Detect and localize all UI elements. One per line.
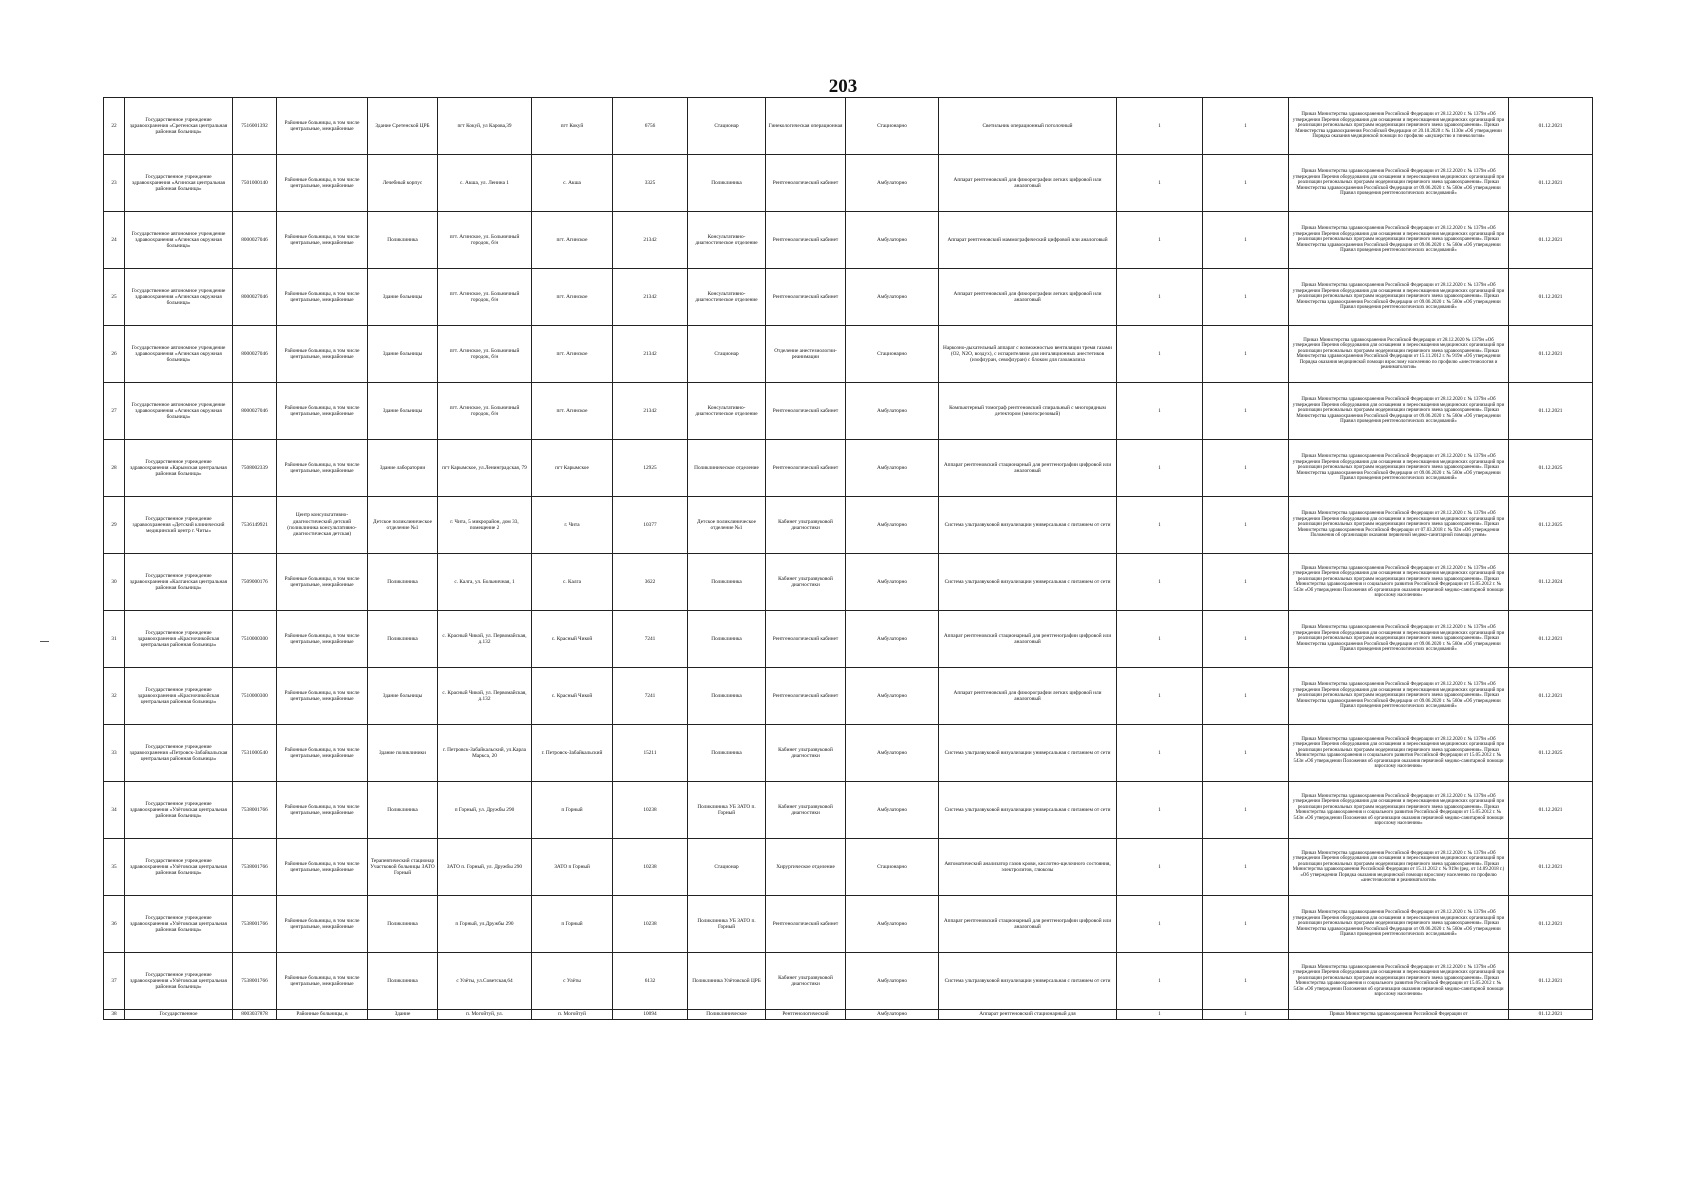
locality: пгт Кокуй	[532, 98, 613, 155]
organization-type: Районные больницы, в том числе центральные, межрайонные	[277, 782, 368, 839]
locality: пгт Карымское	[532, 440, 613, 497]
address: г. Петровск-Забайкальский, ул.Карла Маркса, 20	[438, 725, 532, 782]
building-name: Поликлиника	[368, 782, 438, 839]
quantity-delivered: 1	[1203, 611, 1289, 668]
population: 3325	[613, 155, 688, 212]
equipment-name: Компьютерный томограф рентгеновский спиральный с многорядным детектором (многосрезовый)	[939, 383, 1117, 440]
quantity-delivered: 1	[1203, 212, 1289, 269]
organization-type: Районные больницы, в том числе центральные, межрайонные	[277, 383, 368, 440]
locality: пгт. Агинское	[532, 383, 613, 440]
table-row	[104, 212, 1593, 269]
care-condition: Амбулаторно	[846, 1010, 939, 1020]
inn-code: 8000027046	[233, 383, 277, 440]
row-number: 23	[104, 155, 125, 212]
organization-type: Районные больницы, в том числе центральные, межрайонные	[277, 554, 368, 611]
legal-basis: Приказ Министерства здравоохранения Российской Федерации от 28.12.2020 г. № 1379н «Об утверждении Перечня оборудования для оснащения и переоснащения медицинских организаций при реализации региональных программ модернизации первичного звена здравоохранения». Приказ Министерства здравоохранения Российской Федерации от 20.10.2020 г. № 1130н «Об утверждении Порядка оказания медицинской помощи по профилю «акушерство и гинекология»	[1289, 98, 1509, 155]
date: 01.12.2021	[1509, 782, 1593, 839]
legal-basis: Приказ Министерства здравоохранения Российской Федерации от 28.12.2020 г. № 1379н «Об утверждении Перечня оборудования для оснащения и переоснащения медицинских организаций при реализации региональных программ модернизации первичного звена здравоохранения». Приказ Министерства здравоохранения Российской Федерации от 09.06.2020 г. № 560н «Об утверждении Правил проведения рентгенологических исследований»	[1289, 896, 1509, 953]
structural-unit: Стационар	[688, 326, 766, 383]
inn-code: 8000027046	[233, 212, 277, 269]
organization-type: Районные больницы, в том числе центральные, межрайонные	[277, 896, 368, 953]
structural-unit: Поликлиника	[688, 155, 766, 212]
address: пгт. Агинское, ул. Больничный городок, б/н	[438, 383, 532, 440]
organization-name: Государственное учреждение здравоохранения «Калганская центральная районная больница»	[125, 554, 233, 611]
care-condition: Амбулаторно	[846, 782, 939, 839]
locality: с. Акша	[532, 155, 613, 212]
building-name: Терапевтический стационар Участковой больницы ЗАТО Горный	[368, 839, 438, 896]
care-condition: Амбулаторно	[846, 155, 939, 212]
row-number: 25	[104, 269, 125, 326]
table-row	[104, 1010, 1593, 1020]
department: Рентгенологический кабинет	[766, 383, 846, 440]
building-name: Лечебный корпус	[368, 155, 438, 212]
population: 21342	[613, 212, 688, 269]
legal-basis: Приказ Министерства здравоохранения Российской Федерации от	[1289, 1010, 1509, 1020]
structural-unit: Поликлиника УБ ЗАТО п. Горный	[688, 782, 766, 839]
organization-name: Государственное учреждение здравоохранения «Красночикойская центральная районная больница»	[125, 611, 233, 668]
equipment-name: Аппарат рентгеновский для флюорографии легких цифровой или аналоговый	[939, 668, 1117, 725]
row-number: 27	[104, 383, 125, 440]
organization-name: Государственное учреждение здравоохранения «Улётовская центральная районная больница»	[125, 896, 233, 953]
legal-basis: Приказ Министерства здравоохранения Российской Федерации от 28.12.2020 г. № 1379н «Об утверждении Перечня оборудования для оснащения и переоснащения медицинских организаций при реализации региональных программ модернизации первичного звена здравоохранения». Приказ Министерства здравоохранения Российской Федерации от 07.03.2018 г. № 92н «Об утверждении Положения об организации оказания первичной медико-санитарной помощи детям»	[1289, 497, 1509, 554]
inn-code: 7510000300	[233, 668, 277, 725]
quantity-planned: 1	[1117, 1010, 1203, 1020]
date: 01.12.2021	[1509, 839, 1593, 896]
population: 12925	[613, 440, 688, 497]
department: Рентгенологический кабинет	[766, 269, 846, 326]
care-condition: Стационарно	[846, 98, 939, 155]
organization-type: Районные больницы, в том числе центральные, межрайонные	[277, 611, 368, 668]
building-name: Здание больницы	[368, 383, 438, 440]
locality: пгт. Агинское	[532, 269, 613, 326]
locality: п Горный	[532, 896, 613, 953]
care-condition: Амбулаторно	[846, 497, 939, 554]
table-row	[104, 440, 1593, 497]
population: 3622	[613, 554, 688, 611]
table-row	[104, 839, 1593, 896]
building-name: Поликлиника	[368, 611, 438, 668]
quantity-planned: 1	[1117, 98, 1203, 155]
locality: п. Могойтуй	[532, 1010, 613, 1020]
organization-name: Государственное учреждение здравоохранения «Улётовская центральная районная больница»	[125, 782, 233, 839]
legal-basis: Приказ Министерства здравоохранения Российской Федерации от 28.12.2020 № 1379н «Об утверждении Перечня оборудования для оснащения и переоснащения медицинских организаций при реализации региональных программ модернизации первичного звена здравоохранения». Приказ Министерства здравоохранения Российской Федерации от 15.11.2012 г. № 919н «Об утверждении Порядка оказания медицинской помощи взрослому населению по профилю «анестезиология и реаниматология»	[1289, 326, 1509, 383]
table-row	[104, 896, 1593, 953]
building-name: Здание больницы	[368, 326, 438, 383]
legal-basis: Приказ Министерства здравоохранения Российской Федерации от 28.12.2020 г. № 1379н «Об утверждении Перечня оборудования для оснащения и переоснащения медицинских организаций при реализации региональных программ модернизации первичного звена здравоохранения». Приказ Министерства здравоохранения Российской Федерации от 09.06.2020 г. № 560н «Об утверждении Правил проведения рентгенологических исследований»	[1289, 611, 1509, 668]
care-condition: Амбулаторно	[846, 383, 939, 440]
date: 01.12.2025	[1509, 440, 1593, 497]
table-row	[104, 554, 1593, 611]
organization-type: Районные больницы, в	[277, 1010, 368, 1020]
quantity-planned: 1	[1117, 497, 1203, 554]
locality: г. Петровск-Забайкальский	[532, 725, 613, 782]
date: 01.12.2021	[1509, 668, 1593, 725]
legal-basis: Приказ Министерства здравоохранения Российской Федерации от 28.12.2020 г. № 1379н «Об утверждении Перечня оборудования для оснащения и переоснащения медицинских организаций при реализации региональных программ модернизации первичного звена здравоохранения». Приказ Министерства здравоохранения Российской Федерации от 09.06.2020 г. № 560н «Об утверждении Правил проведения рентгенологических исследований»	[1289, 269, 1509, 326]
legal-basis: Приказ Министерства здравоохранения Российской Федерации от 28.12.2020 г. № 1379н «Об утверждении Перечня оборудования для оснащения и переоснащения медицинских организаций при реализации региональных программ модернизации первичного звена здравоохранения». Приказ Министерства здравоохранения Российской Федерации от 09.06.2020 г. № 560н «Об утверждении Правил проведения рентгенологических исследований»	[1289, 212, 1509, 269]
locality: с. Красный Чикой	[532, 611, 613, 668]
quantity-planned: 1	[1117, 782, 1203, 839]
quantity-planned: 1	[1117, 611, 1203, 668]
building-name: Здание Сретенской ЦРБ	[368, 98, 438, 155]
date: 01.12.2024	[1509, 554, 1593, 611]
quantity-delivered: 1	[1203, 725, 1289, 782]
quantity-planned: 1	[1117, 212, 1203, 269]
organization-name: Государственное автономное учреждение здравоохранения «Агинская окружная больница»	[125, 326, 233, 383]
population: 10238	[613, 782, 688, 839]
quantity-delivered: 1	[1203, 440, 1289, 497]
quantity-delivered: 1	[1203, 326, 1289, 383]
row-number: 36	[104, 896, 125, 953]
inn-code: 7538001766	[233, 896, 277, 953]
quantity-delivered: 1	[1203, 383, 1289, 440]
population: 10238	[613, 896, 688, 953]
structural-unit: Консультативно-диагностическое отделение	[688, 212, 766, 269]
inn-code: 7531000540	[233, 725, 277, 782]
structural-unit: Стационар	[688, 839, 766, 896]
organization-type: Районные больницы, в том числе центральные, межрайонные	[277, 440, 368, 497]
address: с Улёты, ул.Советская,64	[438, 953, 532, 1010]
care-condition: Амбулаторно	[846, 212, 939, 269]
table-row	[104, 725, 1593, 782]
table-row	[104, 155, 1593, 212]
organization-name: Государственное учреждение здравоохранения «Сретенская центральная районная больница»	[125, 98, 233, 155]
population: 21342	[613, 383, 688, 440]
locality: с. Калга	[532, 554, 613, 611]
margin-dash	[40, 641, 49, 642]
department: Рентгенологический кабинет	[766, 440, 846, 497]
building-name: Поликлиника	[368, 896, 438, 953]
department: Рентгенологический кабинет	[766, 155, 846, 212]
department: Кабинет ультразвуковой диагностики	[766, 782, 846, 839]
address: пгт Карымское, ул.Ленинградская, 79	[438, 440, 532, 497]
equipment-name: Система ультразвуковой визуализации универсальная с питанием от сети	[939, 953, 1117, 1010]
population: 21342	[613, 326, 688, 383]
address: п Горный, ул. Дружбы 290	[438, 782, 532, 839]
table-row	[104, 98, 1593, 155]
organization-type: Районные больницы, в том числе центральные, межрайонные	[277, 326, 368, 383]
equipment-name: Аппарат рентгеновский стационарный для рентгенографии цифровой или аналоговый	[939, 440, 1117, 497]
row-number: 26	[104, 326, 125, 383]
department: Хирургическое отделение	[766, 839, 846, 896]
organization-name: Государственное учреждение здравоохранения «Улётовская центральная районная больница»	[125, 839, 233, 896]
address: пгт. Агинское, ул. Больничный городок, б/н	[438, 212, 532, 269]
date: 01.12.2021	[1509, 212, 1593, 269]
quantity-planned: 1	[1117, 668, 1203, 725]
organization-name: Государственное учреждение здравоохранения «Карымская центральная районная больница»	[125, 440, 233, 497]
date: 01.12.2021	[1509, 155, 1593, 212]
date: 01.12.2021	[1509, 1010, 1593, 1020]
table-row	[104, 611, 1593, 668]
population: 7241	[613, 668, 688, 725]
organization-type: Районные больницы, в том числе центральные, межрайонные	[277, 953, 368, 1010]
care-condition: Амбулаторно	[846, 440, 939, 497]
table-row	[104, 326, 1593, 383]
date: 01.12.2021	[1509, 98, 1593, 155]
address: с. Калга, ул. Больничная, 1	[438, 554, 532, 611]
organization-name: Государственное	[125, 1010, 233, 1020]
care-condition: Стационарно	[846, 326, 939, 383]
quantity-planned: 1	[1117, 839, 1203, 896]
equipment-name: Аппарат рентгеновский маммографический цифровой или аналоговый	[939, 212, 1117, 269]
legal-basis: Приказ Министерства здравоохранения Российской Федерации от 28.12.2020 г. № 1379н «Об утверждении Перечня оборудования для оснащения и переоснащения медицинских организаций при реализации региональных программ модернизации первичного звена здравоохранения». Приказ Министерства здравоохранения Российской Федерации от 09.06.2020 г. № 560н «Об утверждении Правил проведения рентгенологических исследований»	[1289, 668, 1509, 725]
care-condition: Амбулаторно	[846, 725, 939, 782]
quantity-planned: 1	[1117, 896, 1203, 953]
department: Кабинет ультразвуковой диагностики	[766, 953, 846, 1010]
equipment-name: Автоматический анализатор газов крови, кислотно-щелочного состояния, электролитов, глюкозы	[939, 839, 1117, 896]
equipment-name: Аппарат рентгеновский стационарный для рентгенографии цифровой или аналоговый	[939, 611, 1117, 668]
quantity-delivered: 1	[1203, 782, 1289, 839]
date: 01.12.2021	[1509, 896, 1593, 953]
quantity-planned: 1	[1117, 554, 1203, 611]
quantity-delivered: 1	[1203, 98, 1289, 155]
department: Рентгенологический кабинет	[766, 611, 846, 668]
inn-code: 7501000140	[233, 155, 277, 212]
department: Рентгенологический кабинет	[766, 212, 846, 269]
date: 01.12.2021	[1509, 326, 1593, 383]
quantity-planned: 1	[1117, 383, 1203, 440]
structural-unit: Поликлиника	[688, 554, 766, 611]
table-row	[104, 383, 1593, 440]
equipment-name: Система ультразвуковой визуализации универсальная с питанием от сети	[939, 554, 1117, 611]
structural-unit: Поликлиническое	[688, 1010, 766, 1020]
population: 6756	[613, 98, 688, 155]
quantity-delivered: 1	[1203, 668, 1289, 725]
inn-code: 8003037878	[233, 1010, 277, 1020]
building-name: Здание	[368, 1010, 438, 1020]
department: Отделение анестезиологии-реанимации	[766, 326, 846, 383]
quantity-planned: 1	[1117, 953, 1203, 1010]
date: 01.12.2021	[1509, 269, 1593, 326]
inn-code: 7516001392	[233, 98, 277, 155]
structural-unit: Поликлиника	[688, 611, 766, 668]
population: 10238	[613, 839, 688, 896]
organization-type: Районные больницы, в том числе центральные, межрайонные	[277, 839, 368, 896]
organization-name: Государственное учреждение здравоохранения «Петровск-Забайкальская центральная районная больница»	[125, 725, 233, 782]
organization-name: Государственное автономное учреждение здравоохранения «Агинская окружная больница»	[125, 212, 233, 269]
care-condition: Стационарно	[846, 839, 939, 896]
inn-code: 7510000300	[233, 611, 277, 668]
row-number: 24	[104, 212, 125, 269]
care-condition: Амбулаторно	[846, 668, 939, 725]
row-number: 30	[104, 554, 125, 611]
equipment-name: Светильник операционный потолочный	[939, 98, 1117, 155]
structural-unit: Поликлиника	[688, 725, 766, 782]
population: 15211	[613, 725, 688, 782]
population: 10094	[613, 1010, 688, 1020]
population: 7241	[613, 611, 688, 668]
department: Рентгенологический кабинет	[766, 896, 846, 953]
address: п. Могойтуй, ул.	[438, 1010, 532, 1020]
quantity-delivered: 1	[1203, 896, 1289, 953]
structural-unit: Консультативно-диагностическое отделение	[688, 269, 766, 326]
structural-unit: Поликлиническое отделение	[688, 440, 766, 497]
equipment-name: Аппарат рентгеновский стационарный для рентгенографии цифровой или аналоговый	[939, 896, 1117, 953]
building-name: Поликлиника	[368, 953, 438, 1010]
care-condition: Амбулаторно	[846, 953, 939, 1010]
table-row	[104, 953, 1593, 1010]
inn-code: 8000027046	[233, 269, 277, 326]
locality: ЗАТО п Горный	[532, 839, 613, 896]
structural-unit: Поликлиника УБ ЗАТО п. Горный	[688, 896, 766, 953]
quantity-planned: 1	[1117, 725, 1203, 782]
department: Гинекологическая операционная	[766, 98, 846, 155]
building-name: Поликлиника	[368, 554, 438, 611]
department: Рентгенологический	[766, 1010, 846, 1020]
locality: с Улёты	[532, 953, 613, 1010]
quantity-delivered: 1	[1203, 155, 1289, 212]
population: 6132	[613, 953, 688, 1010]
organization-type: Районные больницы, в том числе центральные, межрайонные	[277, 155, 368, 212]
locality: г. Чита	[532, 497, 613, 554]
department: Кабинет ультразвуковой диагностики	[766, 497, 846, 554]
quantity-delivered: 1	[1203, 269, 1289, 326]
inn-code: 7538001766	[233, 782, 277, 839]
locality: пгт. Агинское	[532, 212, 613, 269]
address: с. Красный Чикой, ул. Первомайская, д.132	[438, 611, 532, 668]
organization-name: Государственное учреждение здравоохранения «Улётовская центральная районная больница»	[125, 953, 233, 1010]
row-number: 37	[104, 953, 125, 1010]
organization-name: Государственное автономное учреждение здравоохранения «Агинская окружная больница»	[125, 383, 233, 440]
row-number: 33	[104, 725, 125, 782]
department: Кабинет ультразвуковой диагностики	[766, 725, 846, 782]
department: Кабинет ультразвуковой диагностики	[766, 554, 846, 611]
date: 01.12.2021	[1509, 611, 1593, 668]
equipment-name: Аппарат рентгеновский стационарный для	[939, 1010, 1117, 1020]
legal-basis: Приказ Министерства здравоохранения Российской Федерации от 28.12.2020 г. № 1379н «Об утверждении Перечня оборудования для оснащения и переоснащения медицинских организаций при реализации региональных программ модернизации первичного звена здравоохранения». Приказ Министерства здравоохранения и социального развития Российской Федерации от 15.05.2012 г. № 543н «Об утверждении Положения об организации оказания первичной медико-санитарной помощи взрослому населению»	[1289, 554, 1509, 611]
quantity-planned: 1	[1117, 440, 1203, 497]
table-row	[104, 668, 1593, 725]
page-number: 203	[828, 76, 858, 97]
department: Рентгенологический кабинет	[766, 668, 846, 725]
structural-unit: Поликлиника Улётовской ЦРБ	[688, 953, 766, 1010]
building-name: Здание лаборатории	[368, 440, 438, 497]
legal-basis: Приказ Министерства здравоохранения Российской Федерации от 28.12.2020 г. № 1379н «Об утверждении Перечня оборудования для оснащения и переоснащения медицинских организаций при реализации региональных программ модернизации первичного звена здравоохранения». Приказ Министерства здравоохранения Российской Федерации от 15.11.2012 г. № 919н (ред. от 14.09.2018 г.) «Об утверждении Порядка оказания медицинской помощи взрослому населению по профилю «анестезиология и реаниматология»	[1289, 839, 1509, 896]
building-name: Здание поликлиники	[368, 725, 438, 782]
inn-code: 7509000176	[233, 554, 277, 611]
row-number: 29	[104, 497, 125, 554]
organization-type: Районные больницы, в том числе центральные, межрайонные	[277, 212, 368, 269]
organization-type: Районные больницы, в том числе центральные, межрайонные	[277, 98, 368, 155]
organization-type: Районные больницы, в том числе центральные, межрайонные	[277, 269, 368, 326]
equipment-name: Система ультразвуковой визуализации универсальная с питанием от сети	[939, 497, 1117, 554]
row-number: 32	[104, 668, 125, 725]
inn-code: 7508002339	[233, 440, 277, 497]
structural-unit: Детское поликлиническое отделение №1	[688, 497, 766, 554]
organization-type: Районные больницы, в том числе центральные, межрайонные	[277, 668, 368, 725]
equipment-name: Аппарат рентгеновский для флюорографии легких цифровой или аналоговый	[939, 269, 1117, 326]
care-condition: Амбулаторно	[846, 611, 939, 668]
row-number: 28	[104, 440, 125, 497]
row-number: 35	[104, 839, 125, 896]
inn-code: 7538001766	[233, 839, 277, 896]
locality: пгт. Агинское	[532, 326, 613, 383]
organization-name: Государственное учреждение здравоохранения «Красночикойская центральная районная больница»	[125, 668, 233, 725]
structural-unit: Стационар	[688, 98, 766, 155]
table-row	[104, 269, 1593, 326]
equipment-table	[103, 97, 1593, 1020]
row-number: 22	[104, 98, 125, 155]
care-condition: Амбулаторно	[846, 896, 939, 953]
address: пгт. Агинское, ул. Больничный городок, б/н	[438, 269, 532, 326]
address: с. Акша, ул. Ленина 1	[438, 155, 532, 212]
organization-type: Центр консультативно-диагностический детский (поликлиника консультативно-диагностическая детская)	[277, 497, 368, 554]
address: ЗАТО п. Горный, ул. Дружбы 290	[438, 839, 532, 896]
address: пгт. Агинское, ул. Больничный городок, б/н	[438, 326, 532, 383]
building-name: Здание больницы	[368, 269, 438, 326]
organization-type: Районные больницы, в том числе центральные, межрайонные	[277, 725, 368, 782]
structural-unit: Консультативно-диагностическое отделение	[688, 383, 766, 440]
quantity-planned: 1	[1117, 155, 1203, 212]
building-name: Здание больницы	[368, 668, 438, 725]
building-name: Поликлиника	[368, 212, 438, 269]
quantity-delivered: 1	[1203, 554, 1289, 611]
organization-name: Государственное автономное учреждение здравоохранения «Агинская окружная больница»	[125, 269, 233, 326]
inn-code: 8000027046	[233, 326, 277, 383]
care-condition: Амбулаторно	[846, 554, 939, 611]
date: 01.12.2025	[1509, 725, 1593, 782]
address: пгт Кокуй, ул Карова,39	[438, 98, 532, 155]
building-name: Детское поликлиническое отделение №1	[368, 497, 438, 554]
quantity-planned: 1	[1117, 269, 1203, 326]
care-condition: Амбулаторно	[846, 269, 939, 326]
organization-name: Государственное учреждение здравоохранения «Агинская центральная районная больница»	[125, 155, 233, 212]
legal-basis: Приказ Министерства здравоохранения Российской Федерации от 28.12.2020 г. № 1379н «Об утверждении Перечня оборудования для оснащения и переоснащения медицинских организаций при реализации региональных программ модернизации первичного звена здравоохранения». Приказ Министерства здравоохранения и социального развития Российской Федерации от 15.05.2012 г. № 543н «Об утверждении Положения об организации оказания первичной медико-санитарной помощи взрослому населению»	[1289, 782, 1509, 839]
quantity-delivered: 1	[1203, 839, 1289, 896]
legal-basis: Приказ Министерства здравоохранения Российской Федерации от 28.12.2020 г. № 1379н «Об утверждении Перечня оборудования для оснащения и переоснащения медицинских организаций при реализации региональных программ модернизации первичного звена здравоохранения». Приказ Министерства здравоохранения Российской Федерации от 09.06.2020 г. № 560н «Об утверждении Правил проведения рентгенологических исследований»	[1289, 383, 1509, 440]
address: п Горный, ул.Дружбы 290	[438, 896, 532, 953]
legal-basis: Приказ Министерства здравоохранения Российской Федерации от 28.12.2020 г. № 1379н «Об утверждении Перечня оборудования для оснащения и переоснащения медицинских организаций при реализации региональных программ модернизации первичного звена здравоохранения». Приказ Министерства здравоохранения Российской Федерации от 09.06.2020 г. № 560н «Об утверждении Правил проведения рентгенологических исследований»	[1289, 440, 1509, 497]
equipment-name: Система ультразвуковой визуализации универсальная с питанием от сети	[939, 782, 1117, 839]
equipment-name: Система ультразвуковой визуализации универсальная с питанием от сети	[939, 725, 1117, 782]
row-number: 38	[104, 1010, 125, 1020]
row-number: 31	[104, 611, 125, 668]
quantity-planned: 1	[1117, 326, 1203, 383]
locality: п Горный	[532, 782, 613, 839]
equipment-name: Наркозно-дыхательный аппарат с возможностью вентиляции тремя газами (O2, N2O, воздух), с испарителями для ингаляционных анестетиков (изофлуран, севофлуран) с блоком для газоанализа	[939, 326, 1117, 383]
legal-basis: Приказ Министерства здравоохранения Российской Федерации от 28.12.2020 г. № 1379н «Об утверждении Перечня оборудования для оснащения и переоснащения медицинских организаций при реализации региональных программ модернизации первичного звена здравоохранения». Приказ Министерства здравоохранения Российской Федерации от 09.06.2020 г. № 560н «Об утверждении Правил проведения рентгенологических исследований»	[1289, 155, 1509, 212]
equipment-name: Аппарат рентгеновский для флюорографии легких цифровой или аналоговый	[939, 155, 1117, 212]
date: 01.12.2021	[1509, 383, 1593, 440]
inn-code: 7538001766	[233, 953, 277, 1010]
population: 21342	[613, 269, 688, 326]
legal-basis: Приказ Министерства здравоохранения Российской Федерации от 28.12.2020 г. № 1379н «Об утверждении Перечня оборудования для оснащения и переоснащения медицинских организаций при реализации региональных программ модернизации первичного звена здравоохранения». Приказ Министерства здравоохранения и социального развития Российской Федерации от 15.05.2012 г. № 543н «Об утверждении Положения об организации оказания первичной медико-санитарной помощи взрослому населению»	[1289, 953, 1509, 1010]
date: 01.12.2025	[1509, 497, 1593, 554]
quantity-delivered: 1	[1203, 953, 1289, 1010]
locality: с. Красный Чикой	[532, 668, 613, 725]
legal-basis: Приказ Министерства здравоохранения Российской Федерации от 28.12.2020 г. № 1379н «Об утверждении Перечня оборудования для оснащения и переоснащения медицинских организаций при реализации региональных программ модернизации первичного звена здравоохранения». Приказ Министерства здравоохранения и социального развития Российской Федерации от 15.05.2012 г. № 543н «Об утверждении Положения об организации оказания первичной медико-санитарной помощи взрослому населению»	[1289, 725, 1509, 782]
quantity-delivered: 1	[1203, 1010, 1289, 1020]
address: г. Чита, 5 микрорайон, дом 33, помещение 2	[438, 497, 532, 554]
table-row	[104, 497, 1593, 554]
structural-unit: Поликлиника	[688, 668, 766, 725]
address: с. Красный Чикой, ул. Первомайская, д.132	[438, 668, 532, 725]
row-number: 34	[104, 782, 125, 839]
organization-name: Государственное учреждение здравоохранения «Детский клинический медицинский центр г. Читы»	[125, 497, 233, 554]
table-row	[104, 782, 1593, 839]
date: 01.12.2021	[1509, 953, 1593, 1010]
inn-code: 7536149921	[233, 497, 277, 554]
quantity-delivered: 1	[1203, 497, 1289, 554]
population: 10377	[613, 497, 688, 554]
